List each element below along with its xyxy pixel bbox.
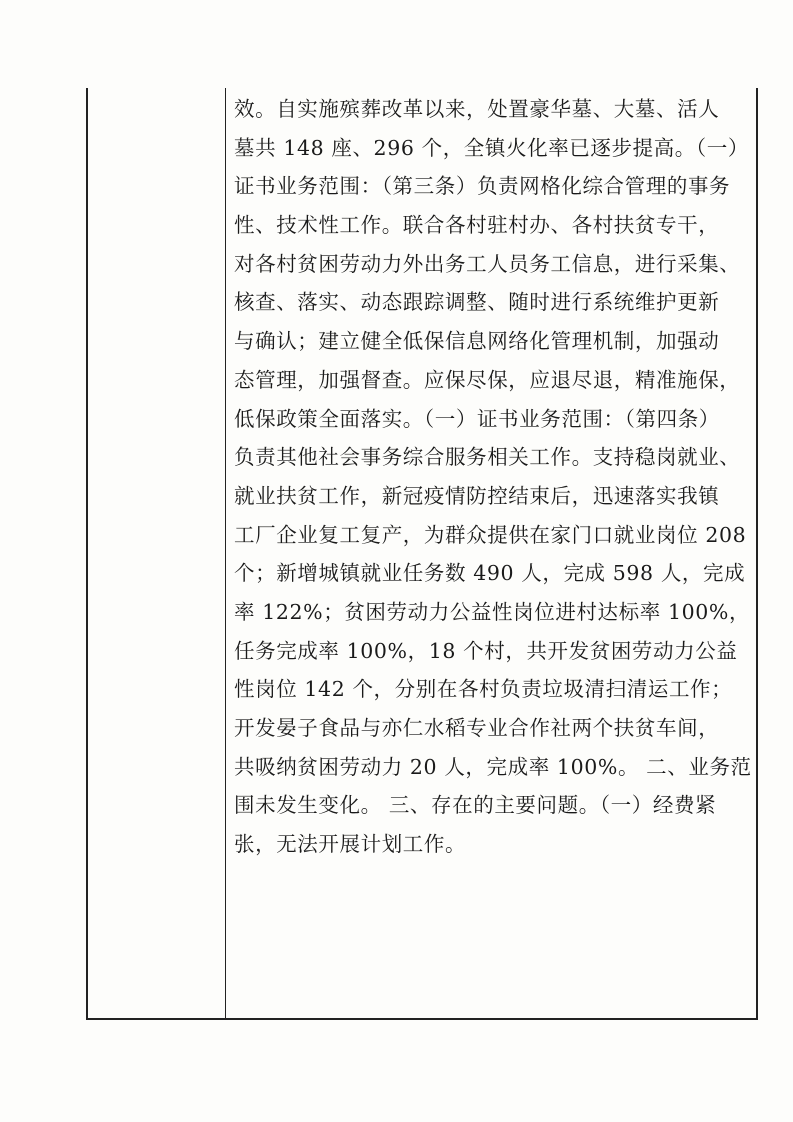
table-content-cell (226, 88, 756, 1018)
text-line: 性、技术性工作。联合各村驻村办、各村扶贫专干， (234, 213, 720, 238)
text-line: 核查、落实、动态跟踪调整、随时进行系统维护更新 (234, 290, 720, 315)
text-line: 围未发生变化。 三、存在的主要问题。（一）经费紧 (234, 793, 717, 818)
text-line: 对各村贫困劳动力外出务工人员务工信息，进行采集、 (234, 251, 741, 276)
body-paragraph (234, 90, 752, 864)
text-line: 开发晏子食品与亦仁水稻专业合作社两个扶贫车间， (234, 716, 720, 740)
text-line: 率 122%；贫困劳动力公益性岗位进村达标率 100%， (234, 599, 751, 624)
text-line: 证书业务范围：（第三条）负责网格化综合管理的事务 (234, 174, 731, 199)
text-line: 与确认；建立健全低保信息网络化管理机制，加强动 (234, 329, 720, 354)
text-line: 效。自实施殡葬改革以来，处置豪华墓、大墓、活人 (234, 97, 720, 121)
text-line: 共吸纳贫困劳动力 20 人，完成率 100%。 二、业务范 (234, 754, 752, 779)
text-line: 负责其他社会事务综合服务相关工作。支持稳岗就业、 (234, 445, 741, 470)
text-line: 就业扶贫工作，新冠疫情防控结束后，迅速落实我镇 (234, 483, 720, 508)
text-line: 墓共 148 座、296 个，全镇火化率已逐步提高。（一） (234, 135, 749, 160)
table-label-cell (88, 88, 226, 1018)
text-line: 任务完成率 100%，18 个村，共开发贫困劳动力公益 (234, 638, 738, 663)
text-line: 态管理，加强督查。应保尽保，应退尽退，精准施保， (234, 367, 741, 392)
text-line: 工厂企业复工复产，为群众提供在家门口就业岗位 208 (234, 522, 747, 547)
text-line: 个；新增城镇就业任务数 490 人，完成 598 人，完成 (234, 561, 746, 586)
form-table (86, 88, 758, 1020)
text-line: 张，无法开展计划工作。 (234, 832, 467, 857)
text-line: 低保政策全面落实。（一）证书业务范围：（第四条） (234, 406, 720, 431)
text-line: 性岗位 142 个，分别在各村负责垃圾清扫清运工作； (234, 677, 733, 702)
